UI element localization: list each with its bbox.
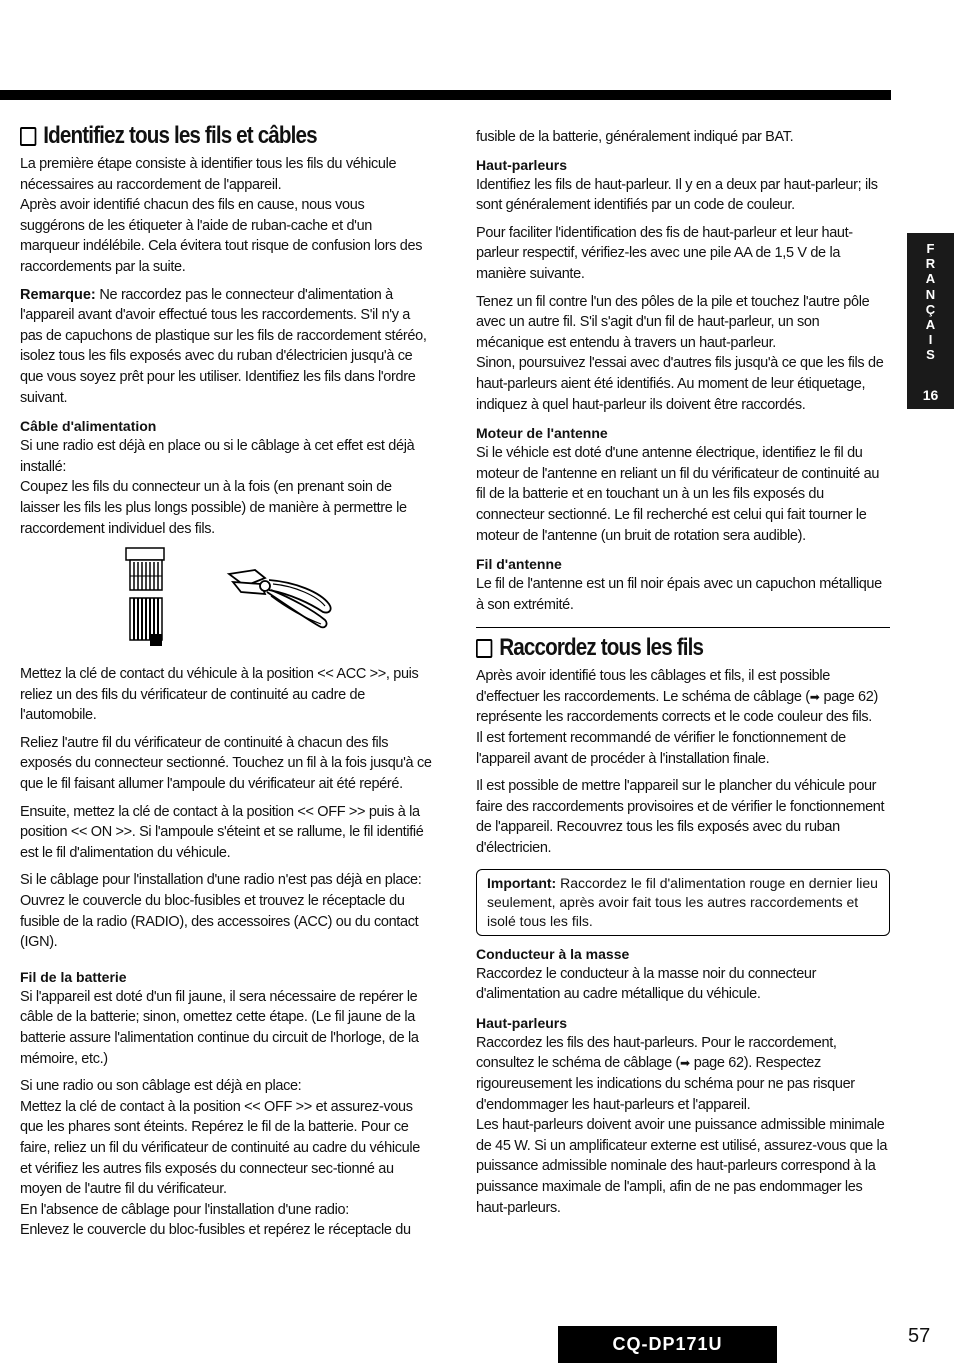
important-label: Important:: [487, 874, 557, 891]
important-note-box: [476, 869, 890, 936]
page-number: 57: [908, 1325, 931, 1347]
arrow-right-icon: ➡: [680, 1056, 691, 1071]
paragraph: Enlevez le couvercle du bloc-fusibles et repérez le réceptacle du: [20, 1222, 411, 1239]
checkbox-square-icon: [476, 639, 492, 658]
tab-letter: F: [926, 241, 935, 256]
wire-connector-illustration: [120, 546, 190, 651]
paragraph: Il est fortement recommandé de vérifier le fonctionnement de l'appareil avant de procéder à l'installation finale.: [476, 730, 846, 767]
right-column: [476, 127, 890, 1225]
paragraph: Si une radio ou son câblage est déjà en place:: [20, 1078, 302, 1095]
paragraph: Le fil de l'antenne est un fil noir épais avec un capuchon métallique à son extrémité.: [476, 576, 882, 613]
paragraph: Il est possible de mettre l'appareil sur le plancher du véhicule pour faire des raccordements provisoires et de vérifier le fonctionnement de l'appareil. Recouvrez tous les fils exposés avec du ruban d'électricien.: [476, 778, 885, 857]
tab-letter: A: [925, 317, 936, 333]
top-rule: [0, 90, 891, 100]
paragraph: Après avoir identifié chacun des fils en cause, nous vous suggérons de les étiqueter à l'aide de ruban-cache et d'un marqueur indélébile. Cela évitera tout risque de confusion lors des raccordements par la suite.: [20, 197, 423, 275]
paragraph: Identifiez les fils de haut-parleur. Il y en a deux par haut-parleur; ils sont généralement identifiés par un code de couleur.: [476, 176, 878, 214]
arrow-right-icon: ➡: [809, 689, 820, 704]
paragraph: Si le câblage pour l'installation d'une radio n'est pas déjà en place:: [20, 872, 422, 889]
paragraph: Ouvrez le couvercle du bloc-fusibles et trouvez le réceptacle du fusible de la radio (RADIO), des accessoires (ACC) ou du contact (IGN).: [20, 893, 419, 951]
checkbox-square-icon: [20, 127, 36, 146]
pliers-illustration: [225, 564, 335, 634]
remark-label: Remarque:: [20, 286, 96, 303]
tab-letter: N: [925, 286, 936, 302]
paragraph: Ensuite, mettez la clé de contact à la position << OFF >> puis à la position << ON >>. Si l'ampoule s'éteint et se rallume, le fil identifié est le fil d'alimentation du véhicule.: [20, 803, 424, 861]
subheading-antenna-wire: Fil d'antenne: [476, 556, 562, 573]
paragraph: Les haut-parleurs doivent avoir une puissance admissible minimale de 45 W. Si un amplificateur externe est utilisé, assurez-vous que la puissance admissible nominale des haut-parleurs correspond à la puissance maximale de l'ampli, afin de ne pas endommager les haut-parleurs.: [476, 1117, 888, 1216]
section-heading-connect: [476, 634, 832, 662]
text: page 62). Respectez rigoureusement les indications du schéma pour ne pas risquer d'endommager les haut-parleurs et l'appareil.: [476, 1055, 855, 1113]
paragraph: Si l'appareil est doté d'un fil jaune, il sera nécessaire de repérer le câble de la batterie; sinon, omettez cette étape. (Le fil jaune de la batterie assure l'alimentation continue du circuit de l'horloge, de la mémoire, etc.): [20, 988, 419, 1067]
tab-letter: Ç: [925, 301, 936, 317]
remark-text: Ne raccordez pas le connecteur d'alimentation à l'appareil avant d'avoir effectué tous les raccordements. S'il n'y a pas de capuchons de plastique sur les fils de raccordement stéréo, isolez tous les fils exposés avec du ruban d'électricien jusqu'à ce que vous soyez prêt pour les utiliser. Identifiez les fils dans l'ordre suivant.: [20, 286, 427, 406]
model-badge: CQ-DP171U: [558, 1326, 777, 1363]
subheading-ground: Conducteur à la masse: [476, 945, 630, 962]
left-column: [20, 122, 432, 1241]
subheading-antenna-motor: Moteur de l'antenne: [476, 425, 608, 442]
section-heading-identify: [20, 122, 374, 150]
tab-letter: A: [925, 271, 936, 287]
paragraph: Sinon, poursuivez l'essai avec d'autres fils jusqu'à ce que les fils de haut-parleurs aient été identifiés. Au moment de leur étiquetage, indiquez à quel haut-parleur ils doivent être raccordés.: [476, 355, 884, 413]
text: Raccordez les fils des haut-parleurs. Pour le raccordement, consultez le schéma de câblage (: [476, 1034, 837, 1072]
tab-letter: I: [928, 332, 933, 348]
paragraph: Pour faciliter l'identification des fis de haut-parleur et leur haut-parleur respectif, vérifiez-les avec une pile AA de 1,5 V de la manière suivante.: [476, 224, 853, 282]
language-letters: [907, 233, 954, 363]
paragraph: Mettez la clé de contact à la position << OFF >> et assurez-vous que les phares sont éteints. Repérez le fil de la batterie. Pour ce faire, reliez un fil du vérificateur de continuité au cadre du véhicule et vérifiez les autres fils exposés du connecteur sec-tionné au moyen de l'autre fil du vérificateur.: [20, 1098, 420, 1198]
paragraph: [476, 1033, 890, 1115]
paragraph: La première étape consiste à identifier tous les fils du véhicule nécessaires au raccordement de l'appareil.: [20, 156, 397, 193]
connector-and-pliers-illustration: [20, 546, 432, 656]
section-number: 16: [922, 387, 939, 403]
paragraph: Tenez un fil contre l'un des pôles de la pile et touchez l'autre pôle avec un autre fil. S'il s'agit d'un fil de haut-parleur, un son mécanique est entendu à travers un haut-parleur.: [476, 293, 870, 351]
heading-text: Raccordez tous les fils: [499, 634, 704, 662]
paragraph: Mettez la clé de contact du véhicule à la position << ACC >>, puis reliez un des fils du vérificateur de continuité au cadre de l'automobile.: [20, 666, 419, 724]
paragraph: Reliez l'autre fil du vérificateur de continuité à chacun des fils exposés du connecteur sectionné. Touchez un fil à la fois jusqu'à ce que le fil faisant allumer l'ampoule du vérificateur ait été repéré.: [20, 734, 432, 793]
important-text: Raccordez le fil d'alimentation rouge en dernier lieu seulement, après avoir fait tous les autres raccordements et isolé tous les fils.: [487, 874, 878, 929]
paragraph: [476, 666, 890, 728]
subheading-speakers: Haut-parleurs: [476, 156, 568, 173]
remark-paragraph: [20, 285, 432, 409]
paragraph: En l'absence de câblage pour l'installation d'une radio:: [20, 1201, 349, 1218]
subheading-speakers-2: Haut-parleurs: [476, 1014, 568, 1031]
text: page 62) représente les raccordements corrects et le code couleur des fils.: [476, 688, 878, 726]
text: Après avoir identifié tous les câblages et fils, il est possible d'effectuer les raccordements. Le schéma de câblage (: [476, 668, 830, 705]
paragraph: Coupez les fils du connecteur un à la fois (en prenant soin de laisser les fils les plus longs possible) de manière à permettre le raccordement individuel des fils.: [20, 479, 407, 537]
subheading-battery-wire: Fil de la batterie: [20, 968, 127, 985]
paragraph: Si une radio est déjà en place ou si le câblage à cet effet est déjà installé:: [20, 438, 415, 475]
tab-letter: S: [926, 347, 935, 363]
heading-text: Identifiez tous les fils et câbles: [43, 122, 317, 149]
subheading-power-cable: Câble d'alimentation: [20, 418, 157, 435]
paragraph: fusible de la batterie, généralement indiqué par BAT.: [476, 129, 794, 145]
paragraph: Raccordez le conducteur à la masse noir du connecteur d'alimentation au cadre métallique du véhicule.: [476, 965, 817, 1003]
section-divider: [476, 627, 890, 628]
paragraph: Si le véhicle est doté d'une antenne électrique, identifiez le fil du moteur de l'antenne en reliant un fil du vérificateur de continuité au fil de la batterie et en touchant un à un les fils exposés du connecteur sectionné. Le fil recherché est celui qui fait tourner le moteur de l'antenne (un bruit de rotation sera audible).: [476, 445, 880, 544]
tab-letter: R: [925, 256, 936, 272]
language-side-tab: [907, 233, 954, 409]
